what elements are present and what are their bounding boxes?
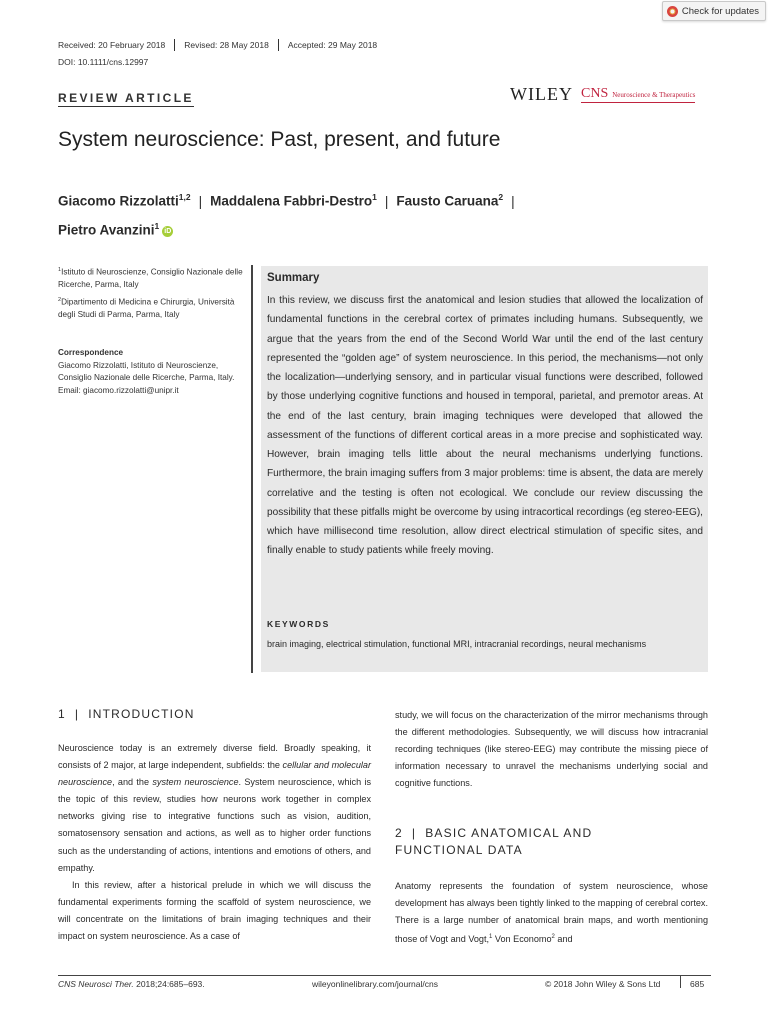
revised-date: Revised: 28 May 2018 [174,39,278,51]
author-separator: | [198,193,203,209]
paragraph: study, we will focus on the characterization of the mirror mechanisms through the different methodologies. Subsequently, we will discuss how intracranial recording techniques (like stereo-EEG) may contribute the missing piece of information necessary to unravel the mechanisms underlying social and cognitive functions. [395,710,708,789]
paragraph: Anatomy represents the foundation of system neuroscience, whose development has always been tightly linked to the mapping of cerebral cortex. There is a large number of anatomical brain maps, and worth mentioning those of Vogt and Vogt,$^1$ Von Economo$^2$ and [395,881,708,945]
journal-name: Neuroscience & Therapeutics [612,91,696,99]
author-list [58,185,618,242]
affiliation-number: 2 [58,297,62,303]
section-title-line-2: FUNCTIONAL DATA [395,843,523,857]
orcid-icon[interactable]: iD [164,228,172,235]
page-number: 685 [690,979,705,989]
author-affiliation-ref: 1,2 [178,192,191,202]
article-type: REVIEW ARTICLE [58,91,194,105]
correspondence-email[interactable]: Email: giacomo.rizzolatti@unipr.it [58,385,179,395]
paragraph: Neuroscience today is an extremely diverse field. Broadly speaking, it consists of 2 major, at large independent, subfields: the cellular and molecular neuroscience, and the system neuroscience. System neuroscience, which is the topic of this review, studies how neurons work together in complex networks giving rise to integrative functions such as vision, audition, somatosensory sensation and actions, as well as to higher order functions such as the understanding of actions, intentions and emotions of others, and empathy. [58,743,372,873]
paragraph: In this review, after a historical prelude in which we will discuss the fundamental experiments forming the scaffold of system neuroscience, we will concentrate on the limitations of brain imaging techniques and their impact on system neuroscience. As a case of [58,879,371,942]
section-title-line-1: BASIC ANATOMICAL AND [425,826,593,840]
author-name[interactable]: Pietro Avanzini [58,222,155,237]
summary-heading: Summary [267,272,320,284]
journal-logo [581,84,695,103]
accepted-date: Accepted: 29 May 2018 [278,39,386,51]
affiliation-text: Istituto di Neuroscienze, Consiglio Nazionale delle Ricerche, Parma, Italy [58,267,243,290]
publisher-logo: WILEY [510,84,573,104]
keywords-heading: KEYWORDS [267,619,330,629]
column-divider [251,265,253,673]
journal-abbr: CNS [581,86,609,101]
author-separator: | [511,193,515,209]
author-affiliation-ref: 1 [154,220,160,231]
section-number: 2 [395,826,403,840]
footer-separator [680,976,681,988]
footer-rule [58,975,711,976]
footer-citation: CNS Neurosci Ther. 2018;24:685–693. [58,979,205,989]
doi[interactable]: DOI: 10.1111/cns.12997 [58,57,149,67]
author-affiliation-ref: 1 [372,192,377,202]
article-title: System neuroscience: Past, present, and future [58,128,501,151]
affiliation-number: 1 [58,267,62,273]
correspondence-text: Giacomo Rizzolatti, Istituto di Neuroscienze, Consiglio Nazionale delle Ricerche, Parma, Italy. [58,360,235,383]
author-name[interactable]: Maddalena Fabbri-Destro [210,193,373,209]
footer-copyright: © 2018 John Wiley & Sons Ltd [545,979,661,989]
received-date: Received: 20 February 2018 [58,40,166,50]
author-affiliation-ref: 2 [498,192,504,202]
summary-text: In this review, we discuss first the anatomical and lesion studies that allowed the localization of fundamental functions in the cerebral cortex of primates including humans. Subsequently, we argue that the years from the end of the Second World War until the end of the last century represented the “golden age” of system neuroscience. In this period, the mechanisms—not only the localization—underlying sensory, and in particular visual functions were described, followed by those underlying cognitive functions and housed in temporal, parietal, and premotor areas. At the end of the last century, brain imaging techniques were developed that allowed the assessment of the functions of different cortical areas in a more precise and sophisticated way. However, brain imaging tells little about the neural mechanisms underlying functions. Furthermore, the brain imaging suffers from 3 major problems: time is absent, the data are merely correlative and the testing is often not ecological. We conclude our review discussing the possibility that these pitfalls might be overcome by using intracortical recordings (eg stereo-EEG), which have millisecond time resolution, allow direct electrical stimulation of specific sites, and finally enable to study patients while freely moving. [267,295,703,557]
left-column-text [58,740,371,945]
author-name[interactable]: Fausto Caruana [396,193,499,209]
author-name[interactable]: Giacomo Rizzolatti [58,193,179,209]
affiliation-2 [58,294,248,322]
check-for-updates-button[interactable] [662,1,766,21]
section-1-heading: 1 | INTRODUCTION [58,707,195,721]
author-separator: | [384,193,389,209]
section-2-heading: 2 | BASIC ANATOMICAL AND FUNCTIONAL DATA [395,826,593,857]
article-dates [58,39,386,51]
crossmark-icon [667,6,678,17]
affiliation-1 [58,264,248,292]
section-2-text [395,878,708,948]
correspondence [58,347,248,397]
keywords-text: brain imaging, electrical stimulation, functional MRI, intracranial recordings, neural mechanisms [267,639,647,649]
correspondence-heading: Correspondence [58,348,124,357]
section-title: INTRODUCTION [88,707,195,721]
check-for-updates-label: Check for updates [681,5,759,17]
section-number: 1 [58,707,66,721]
footer-url[interactable]: wileyonlinelibrary.com/journal/cns [312,979,438,989]
right-column-text [395,707,708,792]
affiliation-text: Dipartimento di Medicina e Chirurgia, Università degli Studi di Parma, Parma, Italy [58,297,235,320]
